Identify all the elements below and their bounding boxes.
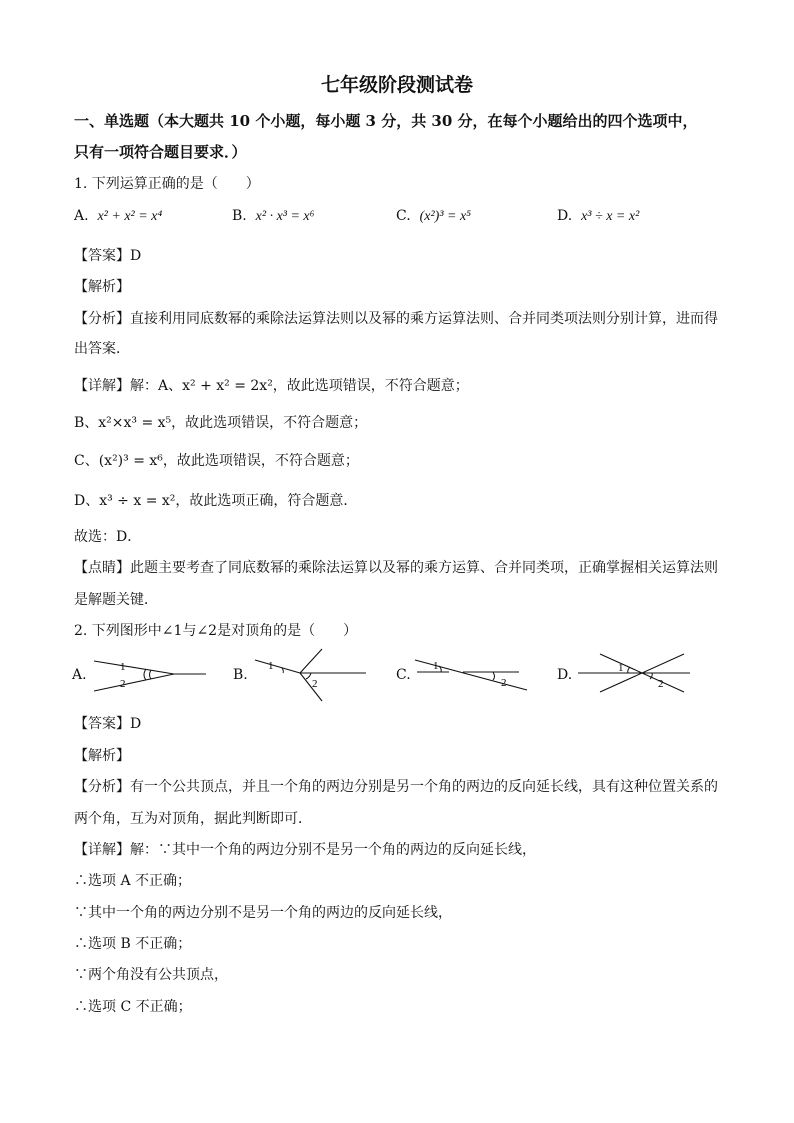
q2-option-d-label: D.	[557, 667, 573, 683]
q1-detail-b: B、x²×x³ = x⁵，故此选项错误，不符合题意；	[74, 415, 368, 431]
q2-c-angle1-label: 1	[433, 660, 439, 672]
q1-analysis-line1: 【分析】直接利用同底数幂的乘除法运算法则以及幂的乘方运算法则、合并同类项法则分别计算，进而得	[74, 311, 718, 327]
q1-choose: 故选：D．	[74, 529, 142, 545]
page-title: 七年级阶段测试卷	[320, 74, 473, 96]
q2-d-angle1-label: 1	[618, 662, 624, 674]
q2-detail-line1: 【详解】解：∵其中一个角的两边分别不是另一个角的两边的反向延长线，	[74, 842, 536, 858]
q2-detail-line3: ∵其中一个角的两边分别不是另一个角的两边的反向延长线，	[74, 905, 452, 921]
q2-detail-line6: ∴选项 C 不正确；	[74, 999, 192, 1015]
q1-option-b-label: B.	[232, 208, 247, 224]
q2-b-angle1-label: 1	[268, 660, 274, 672]
q2-figure-b	[250, 645, 370, 703]
q1-analysis-line2: 出答案．	[74, 341, 130, 357]
q2-option-c-label: C.	[396, 667, 411, 683]
q2-detail-line2: ∴选项 A 不正确；	[74, 873, 192, 889]
q2-stem: 2. 下列图形中∠1与∠2是对顶角的是（ ）	[74, 623, 358, 639]
q1-detail-c: C、(x²)³ = x⁶，故此选项错误，不符合题意；	[74, 453, 359, 469]
q2-analysis-line2: 两个角，互为对顶角，据此判断即可．	[74, 811, 312, 827]
q2-detail-line4: ∴选项 B 不正确；	[74, 936, 192, 952]
q1-option-b-text: x² · x³ = x⁶	[255, 209, 315, 224]
q2-d-angle2-label: 2	[658, 678, 664, 690]
q1-option-d-text: x³ ÷ x = x²	[581, 209, 640, 224]
q1-comment-line2: 是解题关键．	[74, 592, 158, 608]
q2-a-angle2-label: 2	[120, 678, 126, 690]
q2-jiexi: 【解析】	[74, 748, 130, 764]
q2-c-angle2-label: 2	[501, 677, 507, 689]
q1-option-b	[232, 208, 315, 225]
q1-option-d-label: D.	[557, 208, 573, 224]
section-heading-line2: 只有一项符合题目要求．）	[74, 143, 247, 161]
q1-comment-line1: 【点睛】此题主要考查了同底数幂的乘除法运算以及幂的乘方运算、合并同类项，正确掌握相关运算法则	[74, 560, 718, 576]
q1-option-a	[74, 208, 162, 225]
q2-option-a-label: A.	[72, 667, 87, 683]
q1-option-a-text: x² + x² = x⁴	[97, 209, 163, 224]
q1-option-d	[557, 208, 639, 225]
q1-stem: 1. 下列运算正确的是（ ）	[74, 176, 260, 192]
q1-option-c-label: C.	[396, 208, 411, 224]
q1-option-c-text: (x²)³ = x⁵	[419, 209, 472, 224]
q1-option-c	[396, 208, 471, 225]
q2-figure-c	[413, 650, 533, 696]
q1-jiexi: 【解析】	[74, 279, 130, 295]
q2-figure-a	[90, 650, 210, 696]
q2-analysis-line1: 【分析】有一个公共顶点，并且一个角的两边分别是另一个角的两边的反向延长线，具有这种位置关系的	[74, 779, 718, 795]
q1-detail-d: D、x³ ÷ x = x²，故此选项正确，符合题意．	[74, 493, 358, 509]
q2-answer: 【答案】D	[74, 716, 142, 732]
q1-detail-a: 【详解】解：A、x² + x² = 2x²，故此选项错误，不符合题意；	[74, 378, 469, 394]
q2-b-angle2-label: 2	[312, 678, 318, 690]
section-heading-line1: 一、单选题（本大题共 10 个小题，每小题 3 分，共 30 分，在每个小题给出的四个选项中，	[74, 112, 698, 130]
q2-a-angle1-label: 1	[120, 661, 126, 673]
q1-answer: 【答案】D	[74, 248, 142, 264]
q1-option-a-label: A.	[74, 208, 89, 224]
q2-figure-d	[576, 650, 696, 696]
q2-detail-line5: ∵两个角没有公共顶点，	[74, 967, 228, 983]
q2-option-b-label: B.	[233, 667, 248, 683]
